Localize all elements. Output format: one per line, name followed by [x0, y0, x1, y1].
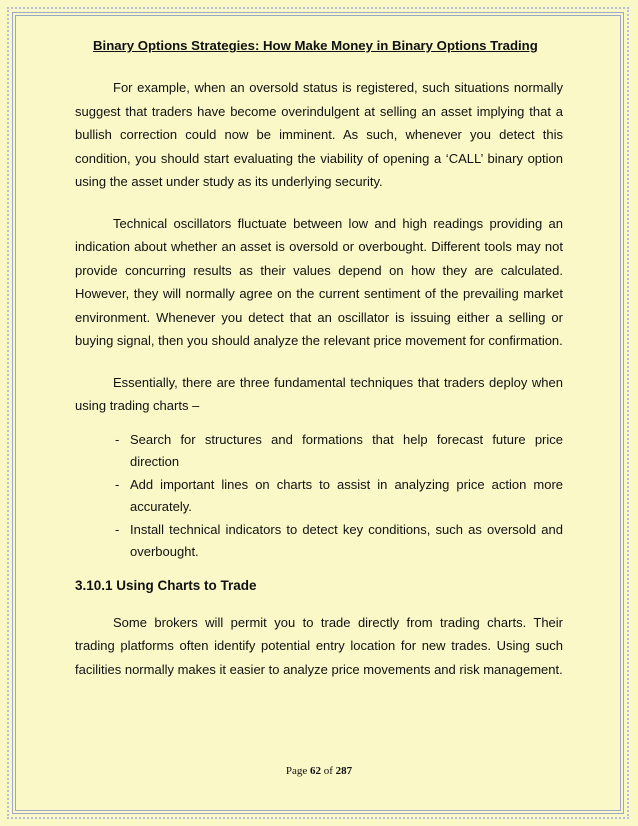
paragraph-oversold: For example, when an oversold status is registered, such situations normally suggest that traders have become overindulgent at selling an asset implying that a bullish correction could now be imminent. As such, whenever you detect this condition, you should start evaluating the viability of opening a ‘CALL’ binary option using the asset under study as its underlying security.	[75, 80, 563, 189]
list-item-text: Install technical indicators to detect key conditions, such as oversold and overbought.	[130, 521, 563, 559]
page-content	[75, 38, 563, 681]
paragraph-oscillators: Technical oscillators fluctuate between low and high readings providing an indication about whether an asset is oversold or overbought. Different tools may not provide concurring results as their values depend on how they are calculated. However, they will normally agree on the current sentiment of the prevailing market environment. Whenever you detect that an oscillator is issuing either a selling or buying signal, then you should analyze the relevant price movement for confirmation.	[75, 215, 563, 348]
page-footer	[0, 765, 638, 777]
document-title: Binary Options Strategies: How Make Money in Binary Options Trading	[93, 38, 538, 53]
list-item	[75, 519, 563, 564]
page-total: 287	[335, 765, 353, 777]
bullet-dash: -	[115, 521, 120, 537]
bullet-dash: -	[115, 431, 120, 447]
page-number: 62	[309, 765, 321, 777]
technique-list	[75, 429, 563, 564]
list-item-text: Add important lines on charts to assist in analyzing price action more accurately.	[130, 476, 563, 514]
list-item	[75, 474, 563, 519]
page-of-label: of	[323, 765, 333, 777]
section-heading: 3.10.1 Using Charts to Trade	[75, 577, 257, 593]
paragraph-techniques: Essentially, there are three fundamental techniques that traders deploy when using trading charts –	[75, 374, 563, 413]
bullet-dash: -	[115, 476, 120, 492]
paragraph-charts: Some brokers will permit you to trade directly from trading charts. Their trading platforms often identify potential entry location for new trades. Using such facilities normally makes it easier to analyze price movements and risk management.	[75, 614, 563, 677]
page-label: Page	[285, 765, 308, 777]
list-item	[75, 429, 563, 474]
list-item-text: Search for structures and formations that help forecast future price direction	[130, 431, 563, 469]
